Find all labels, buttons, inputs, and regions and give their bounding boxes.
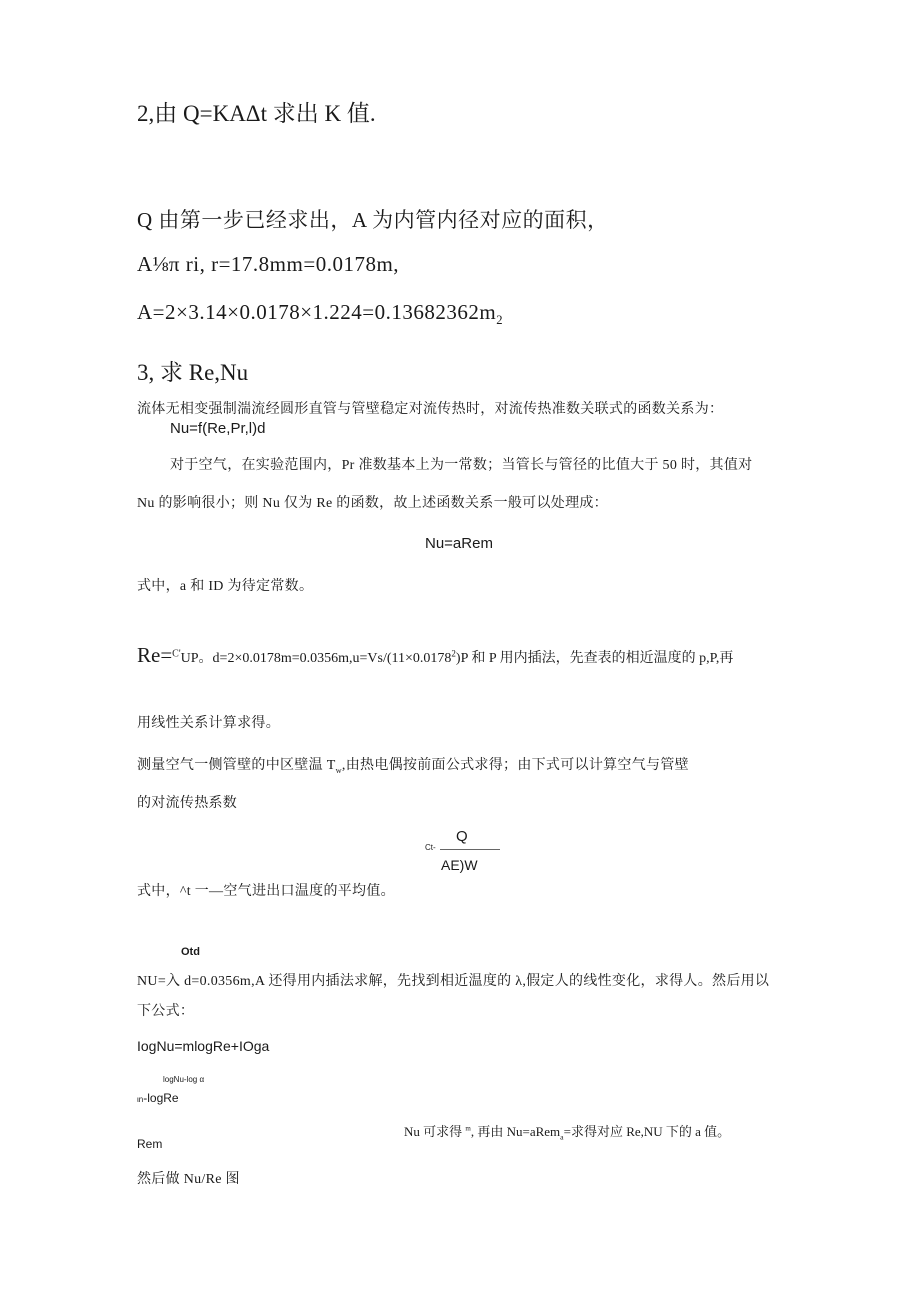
otd-label: Otd	[181, 946, 200, 958]
fraction-numerator: Q	[456, 828, 468, 845]
nu-line1: NU=入 d=0.0356m,A 还得用内插法求解，先找到相近温度的 λ,假定人的线性变化，求得人。然后用以	[137, 974, 770, 989]
reynolds-continuation: 用线性关系计算求得。	[137, 716, 280, 731]
area-calculation	[137, 300, 503, 328]
fraction-prefix: Ct-	[425, 843, 436, 852]
wall-temperature-line1	[137, 754, 689, 775]
nu-function-formula: Nu=f(Re,Pr,l)d	[170, 420, 266, 437]
area-formula-radius: A⅛π ri, r=17.8mm=0.0178m,	[137, 252, 400, 276]
rem-label: Rem	[137, 1137, 163, 1151]
delta-t-note: 式中，^t 一—空气进出口温度的平均值。	[137, 884, 395, 899]
step2-heading: 2,由 Q=KAΔt 求出 K 值.	[137, 101, 376, 126]
final-text-c: =求得对应 Re,NU 下的 a 值。	[563, 1124, 731, 1139]
m-formula-numerator: logNu-log α	[163, 1075, 205, 1084]
final-subscript: a	[560, 1132, 564, 1142]
nu-line2: 下公式：	[137, 1004, 195, 1019]
wall-temperature-subscript: w	[335, 765, 342, 775]
wall-temperature-text-b: ,由热电偶按前面公式求得；由下式可以计算空气与管壁	[341, 758, 689, 773]
final-text-b: , 再由 Nu=aRem	[470, 1124, 561, 1139]
area-description: Q 由第一步已经求出，A 为内管内径对应的面积，	[137, 208, 609, 232]
step3-paragraph-line1: 对于空气，在实验范围内，Pr 准数基本上为一常数；当管长与管径的比值大于 50 时，其值对	[170, 458, 753, 473]
wall-temperature-text-a: 测量空气一侧管壁的中区壁温 T	[137, 758, 336, 773]
log-formula: IogNu=mlogRe+IOga	[137, 1038, 270, 1054]
step3-paragraph-line2: Nu 的影响很小；则 Nu 仅为 Re 的函数，故上述函数关系一般可以处理成：	[137, 496, 608, 511]
nu-power-formula: Nu=aRem	[425, 535, 493, 552]
m-formula-denominator	[137, 1091, 179, 1105]
fraction-bar	[440, 849, 500, 850]
reynolds-detail-b: )P 和 P 用内插法，先查表的相近温度的 p,P,再	[455, 651, 734, 666]
step3-heading: 3, 求 Re,Nu	[137, 360, 249, 385]
reynolds-symbol: Re=	[137, 643, 173, 667]
wall-temperature-line2: 的对流传热系数	[137, 796, 238, 811]
final-step-text	[404, 1121, 730, 1142]
final-superscript: m	[465, 1124, 471, 1133]
reynolds-square: 2	[451, 648, 456, 659]
area-unit-exponent: 2	[496, 313, 504, 328]
fraction-denominator: AE)W	[441, 857, 478, 873]
constants-note: 式中，a 和 ID 为待定常数。	[137, 579, 314, 594]
reynolds-detail-a: UP。d=2×0.0178m=0.0356m,u=Vs/(11×0.0178	[180, 651, 452, 666]
step3-intro: 流体无相变强制湍流经圆形直管与管壁稳定对流传热时，对流传热准数关联式的函数关系为：	[137, 402, 724, 417]
reynolds-formula	[137, 643, 733, 668]
m-formula-log-re: -logRe	[143, 1091, 179, 1105]
m-formula-prefix: ιn	[137, 1095, 144, 1104]
final-text-a: Nu 可求得	[404, 1124, 466, 1139]
reynolds-superscript: C'	[172, 648, 181, 660]
final-plot-note: 然后做 Nu/Re 图	[137, 1172, 240, 1187]
area-calculation-main: A=2×3.14×0.0178×1.224=0.13682362m	[137, 300, 497, 324]
